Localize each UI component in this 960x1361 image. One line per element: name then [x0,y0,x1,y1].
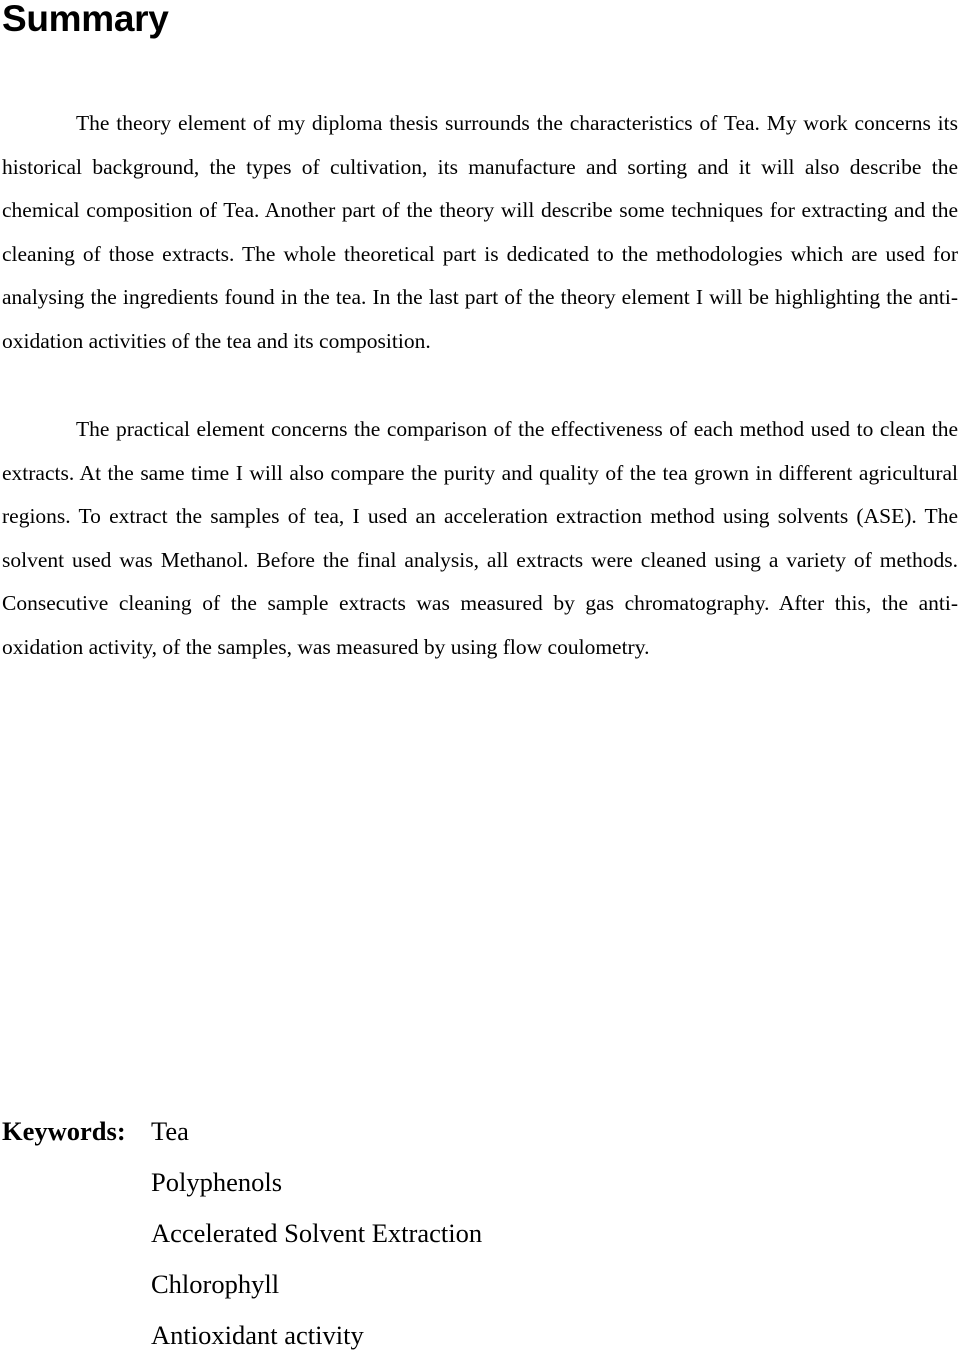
keyword-item: Polyphenols [151,1167,283,1197]
summary-paragraph-practical: The practical element concerns the comparison of the effectiveness of each method used to clean the extracts. At the same time I will also compare the purity and quality of the tea grown in different agricultural regions. To extract the samples of tea, I used an acceleration extraction method using solvents (ASE). The solvent used was Methanol. Before the final analysis, all extracts were cleaned using a variety of methods. Consecutive cleaning of the sample extracts was measured by gas chromatography. After this, the anti-oxidation activity, of the samples, was measured by using flow coulometry. [2,417,958,659]
keywords-list [151,1106,482,1361]
keyword-item: Antioxidant activity [151,1320,364,1350]
keywords-label: Keywords: [2,1116,126,1146]
keyword-item: Chlorophyll [151,1269,280,1299]
page-title: Summary [2,0,169,39]
keyword-item: Accelerated Solvent Extraction [151,1218,483,1248]
keyword-item: Tea [151,1116,189,1146]
summary-paragraph-theory: The theory element of my diploma thesis surrounds the characteristics of Tea. My work concerns its historical background, the types of cultivation, its manufacture and sorting and it will also describe the chemical composition of Tea. Another part of the theory will describe some techniques for extracting and the cleaning of those extracts. The whole theoretical part is dedicated to the methodologies which are used for analysing the ingredients found in the tea. In the last part of the theory element I will be highlighting the anti-oxidation activities of the tea and its composition. [2,111,958,353]
